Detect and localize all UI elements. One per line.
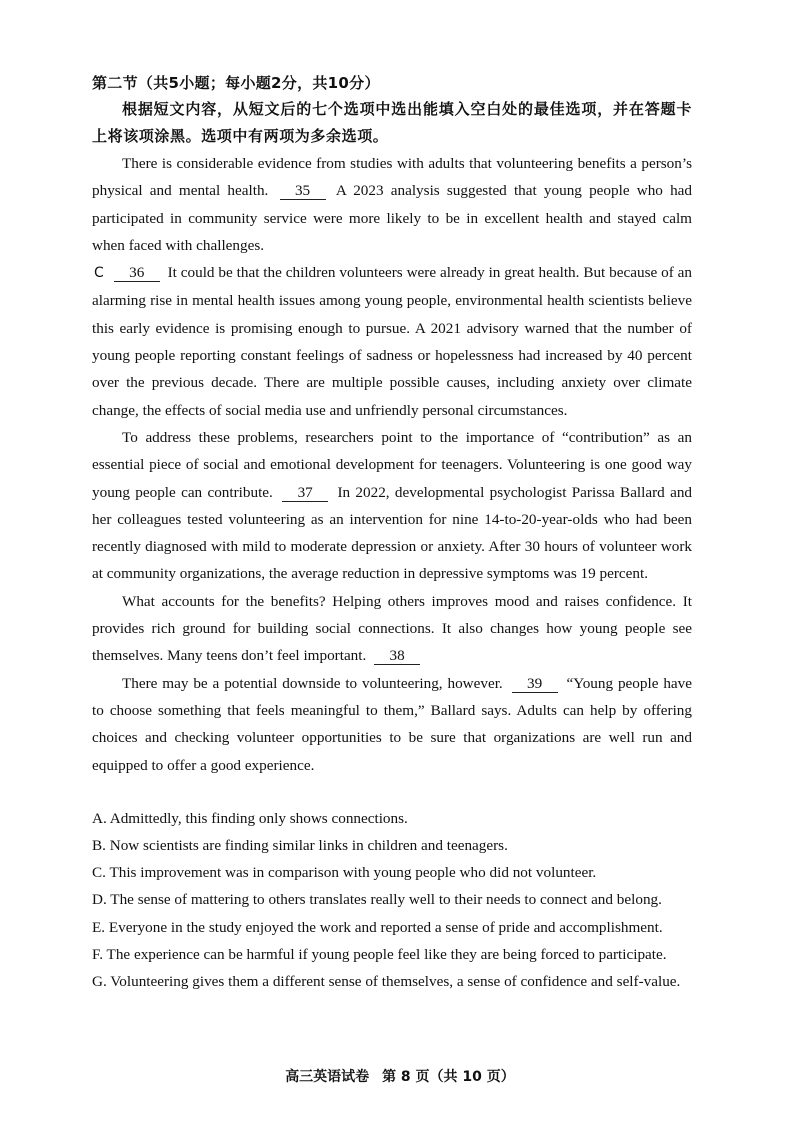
passage-paragraph-1: [92, 150, 692, 259]
exam-page: [92, 70, 692, 995]
section-instruction: 根据短文内容，从短文后的七个选项中选出能填入空白处的最佳选项，并在答题卡上将该项涂黑。选项中有两项为多余选项。: [92, 100, 692, 145]
option-g: G. Volunteering gives them a different sense of themselves, a sense of confidence and self-value.: [92, 973, 681, 991]
blank-39[interactable]: 39: [512, 675, 558, 693]
option-a: A. Admittedly, this finding only shows connections.: [92, 809, 408, 827]
paragraph-text: What accounts for the benefits? Helping others improves mood and raises confidence. It provides rich ground for building social connections. It also changes how young people see themselves. Many teens don’t feel important.: [92, 592, 692, 665]
page-number: 第 8 页（共 10 页）: [382, 1069, 515, 1085]
option-f: F. The experience can be harmful if young people feel like they are being forced to participate.: [92, 945, 667, 963]
passage-paragraph-2: [92, 259, 692, 424]
blank-36[interactable]: 36: [114, 264, 160, 282]
paragraph-text: A 2023 analysis suggested that young people who had participated in community service were more likely to be in excellent health and stayed calm when faced with challenges.: [92, 182, 693, 254]
handwritten-answer-mark: C: [94, 265, 104, 282]
blank-37[interactable]: 37: [282, 484, 328, 502]
option-e: E. Everyone in the study enjoyed the work and reported a sense of pride and accomplishment.: [92, 918, 663, 936]
answer-options: [92, 805, 692, 995]
section-title: 第二节（共5小题；每小题2分，共10分）: [92, 74, 380, 92]
paragraph-text: In 2022, developmental psychologist Parissa Ballard and her colleagues tested volunteering as an intervention for nine 14-to-20-year-olds who had been recently diagnosed with mild to moderate depression or anxiety. After 30 hours of volunteer work at community organizations, the average reduction in depressive symptoms was 19 percent.: [92, 483, 693, 583]
blank-35[interactable]: 35: [280, 182, 326, 200]
paragraph-text: To address these problems, researchers point to the importance of “contribution” as an essential piece of social and emotional development for teenagers. Volunteering is one good way young people can contribute.: [92, 428, 692, 501]
page-footer: [0, 1066, 800, 1086]
blank-38[interactable]: 38: [374, 647, 420, 665]
paragraph-text: “Young people have to choose something that feels meaningful to them,” Ballard says. Adults can help by offering choices and checking volunteer opportunities to be sure that organizations are well run and equipped to offer a good experience.: [92, 674, 693, 774]
option-d: D. The sense of mattering to others translates really well to their needs to connect and belong.: [92, 891, 662, 909]
option-b: B. Now scientists are finding similar links in children and teenagers.: [92, 837, 508, 855]
option-c: C. This improvement was in comparison with young people who did not volunteer.: [92, 864, 597, 882]
paragraph-text: It could be that the children volunteers were already in great health. But because of an alarming rise in mental health issues among young people, environmental health scientists believe this early evidence is promising enough to pursue. A 2021 advisory warned that the number of young people reporting constant feelings of sadness or hopelessness had increased by 40 percent over the previous decade. There are multiple possible causes, including anxiety over climate change, the effects of social media use and unfriendly personal circumstances.: [92, 264, 693, 419]
exam-name: 高三英语试卷: [285, 1069, 370, 1085]
paragraph-text: There is considerable evidence from studies with adults that volunteering benefits a person’s physical and mental health.: [92, 155, 692, 200]
passage-paragraph-4: [92, 588, 692, 670]
paragraph-text: There may be a potential downside to volunteering, however.: [122, 674, 503, 692]
passage-paragraph-3: [92, 424, 692, 588]
passage-paragraph-5: [92, 670, 692, 779]
